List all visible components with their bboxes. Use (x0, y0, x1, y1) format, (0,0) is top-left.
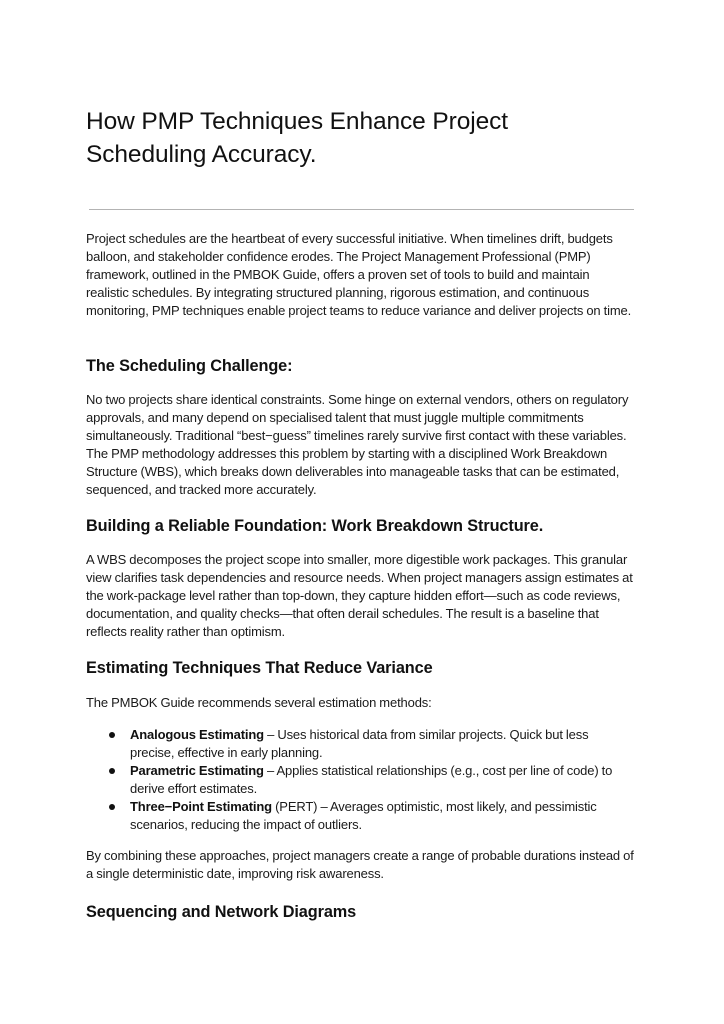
section-wbs (86, 516, 634, 536)
section-heading-sequencing: Sequencing and Network Diagrams (86, 903, 357, 921)
bullet-icon (109, 768, 115, 774)
intro-section (86, 230, 634, 320)
bullet-icon (109, 804, 115, 810)
section-sequencing (86, 902, 634, 922)
method-description: – Applies statistical relationships (e.g., cost per line of code) to derive effort estimates. (130, 763, 613, 796)
wbs-paragraph: A WBS decomposes the project scope into smaller, more digestible work packages. This granular view clarifies task dependencies and resource needs. When project managers assign estimates at the work-package level rather than top-down, they capture hidden effort—such as code reviews, documentation, and quality checks—that often derail schedules. The result is a baseline that reflects reality rather than optimism. (86, 552, 633, 639)
title-divider (89, 209, 634, 210)
scheduling-challenge-paragraph: No two projects share identical constraints. Some hinge on external vendors, others on regulatory approvals, and many depend on specialised talent that must juggle multiple commitments simultaneously. Traditional “best−guess” timelines rarely survive first contact with these variables. The PMP methodology addresses this problem by starting with a disciplined Work Breakdown Structure (WBS), which breaks down deliverables into manageable tasks that can be estimated, sequenced, and tracked more accurately. (86, 392, 629, 497)
section-heading-estimating: Estimating Techniques That Reduce Variance (86, 659, 433, 677)
page-title-line-2: Scheduling Accuracy. (86, 141, 317, 168)
method-name: Three−Point Estimating (130, 799, 272, 814)
section-estimating-intro (86, 694, 634, 712)
list-item-analogous-estimating (86, 726, 634, 762)
section-estimating (86, 658, 634, 678)
section-heading-wbs: Building a Reliable Foundation: Work Breakdown Structure. (86, 517, 544, 535)
bullet-icon (109, 732, 115, 738)
section-heading-scheduling-challenge: The Scheduling Challenge: (86, 357, 293, 375)
list-item-parametric-estimating (86, 762, 634, 798)
page-title (86, 105, 634, 171)
method-description: – Averages optimistic, most likely, and pessimistic scenarios, reducing the impact of outliers. (130, 799, 597, 832)
method-name: Analogous Estimating (130, 727, 264, 742)
estimating-closing-paragraph: By combining these approaches, project managers create a range of probable durations instead of a single deterministic date, improving risk awareness. (86, 848, 634, 881)
section-scheduling-challenge (86, 356, 634, 376)
method-name: Parametric Estimating (130, 763, 264, 778)
method-qualifier: (PERT) (271, 799, 318, 814)
section-estimating-closing (86, 847, 634, 883)
estimation-methods-list (86, 726, 634, 834)
section-scheduling-challenge-body (86, 391, 634, 499)
page-title-line-1: How PMP Techniques Enhance Project (86, 108, 508, 135)
intro-paragraph: Project schedules are the heartbeat of every successful initiative. When timelines drift, budgets balloon, and stakeholder confidence erodes. The Project Management Professional (PMP) framework, outlined in the PMBOK Guide, offers a proven set of tools to build and maintain realistic schedules. By integrating structured planning, rigorous estimation, and continuous monitoring, PMP techniques enable project teams to reduce variance and deliver projects on time. (86, 231, 632, 318)
section-wbs-body (86, 551, 634, 641)
method-description: – Uses historical data from similar projects. Quick but less precise, effective in early planning. (130, 727, 589, 760)
list-item-three-point-estimating (86, 798, 634, 834)
estimating-intro-paragraph: The PMBOK Guide recommends several estimation methods: (86, 695, 432, 710)
